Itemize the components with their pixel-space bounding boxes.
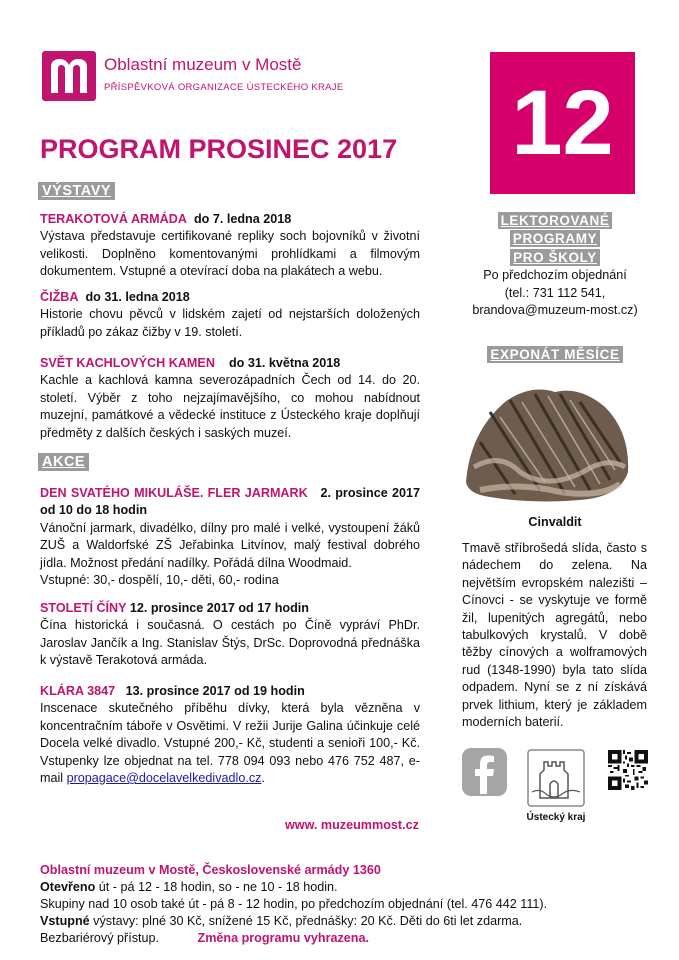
schools-text: (tel.: 731 112 541, [504, 285, 606, 300]
exhibit-heading: EXPONÁT MĚSÍCE [487, 346, 622, 363]
event-text: Inscenace skutečného příběhu dívky, která byla vězněna v koncentračním táboře v Osvětimi. V režii Jurije Galina účinkuje celé Docela velké divadlo. Vstupné 200,- Kč, studenti a senioři 100,- Kč. Vstupenky lze objednat na tel. 778 094 093 nebo 476 752 487, e-mail [40, 701, 420, 786]
exhibition-name: ČIŽBA [40, 290, 79, 304]
schools-panel [440, 212, 670, 319]
museum-logo-icon [42, 51, 96, 101]
exhibition-item [40, 211, 420, 281]
program-change-note: Změna programu vyhrazena. [197, 931, 369, 945]
exhibit-name: Cinvaldit [528, 515, 582, 529]
opening-hours-label: Otevřeno [40, 880, 96, 894]
exhibit-text: Tmavě stříbrošedá slída, často s nádechem do zelena. Na největším evropském nalezišti – Cínovci - se vyskytuje ve formě žil, lupenitých agregátů, nebo tabulkových krystalů. V době těžby cínových a wolframových rud (1348-1990) byla tato slída odpadem. Nyní se z ní získává prvek lithium, který je základem moderních baterií. [462, 541, 647, 730]
schools-heading-line: PROGRAMY [510, 230, 600, 247]
exhibition-name: SVĚT KACHLOVÝCH KAMEN [40, 356, 215, 370]
barrier-free-note: Bezbariérový přístup. [40, 931, 159, 945]
opening-hours [40, 879, 338, 896]
schools-heading-line: LEKTOROVANÉ [498, 212, 613, 229]
ustecky-kraj-logo-icon [526, 748, 586, 808]
museum-address: Oblastní muzeum v Mostě, Československé armády 1360 [40, 863, 381, 877]
event-name: KLÁRA 3847 [40, 684, 116, 698]
opening-hours-text: út - pá 12 - 18 hodin, so - ne 10 - 18 hodin. [95, 880, 338, 894]
schools-email: brandova@muzeum-most.cz) [472, 303, 638, 318]
exhibition-date: do 7. ledna 2018 [193, 212, 292, 226]
page-title: PROGRAM PROSINEC 2017 [40, 134, 398, 164]
event-date: 2. prosince 2017 od 10 do 18 hodin [40, 486, 420, 518]
event-text-suffix: . [261, 771, 265, 786]
event-text: Čína historická i současná. O cestách po Číně vypráví PhDr. Jaroslav Jančík a Ing. Stanislav Štýs, DrSc. Doprovodná přednáška k výstavě Terakotová armáda. [40, 618, 420, 668]
admission [40, 913, 522, 930]
website-link[interactable]: www. muzeummost.cz [285, 818, 419, 832]
footer-notes [40, 930, 369, 947]
event-fee: Vstupné: 30,- dospělí, 10,- děti, 60,- rodina [40, 573, 279, 588]
event-text: Vánoční jarmark, divadélko, dílny pro malé i velké, vystoupení žáků ZUŠ a Waldorfské ZŠ Jeřabinka Litvínov, malý festival dobrého jídla. Možnost předání nadílky. Pořádá dílna Woodmaid. [40, 520, 420, 570]
email-link[interactable]: propagace@docelavelkedivadlo.cz [66, 771, 262, 786]
issue-number-badge: 12 [490, 52, 635, 194]
org-subtitle: PŘÍSPĚVKOVÁ ORGANIZACE ÚSTECKÉHO KRAJE [104, 82, 344, 93]
facebook-icon[interactable] [462, 748, 507, 796]
event-date: 12. prosince 2017 od 17 hodin [129, 601, 309, 615]
admission-text: výstavy: plné 30 Kč, snížené 15 Kč, přednášky: 20 Kč. Děti do 6ti let zdarma. [89, 914, 523, 928]
event-date: 13. prosince 2017 od 19 hodin [125, 684, 305, 698]
exhibition-item [40, 289, 420, 341]
schools-heading-line: PRO ŠKOLY [510, 249, 600, 266]
qr-code-icon[interactable] [608, 750, 648, 790]
event-name: DEN SVATÉHO MIKULÁŠE. FLER JARMARK [40, 486, 308, 500]
exhibition-text: Historie chovu pěvců v lidském zajetí od nejstarších doložených příkladů po zákaz čižby v 19. století. [40, 307, 420, 339]
admission-label: Vstupné [40, 914, 90, 928]
exhibition-text: Výstava představuje certifikované repliky soch bojovníků v životní velikosti. Doplněno komentovanými prohlídkami a filmovým dokumentem. Vstupné a otevírací doba na plakátech a webu. [40, 229, 420, 279]
exhibition-date: do 31. května 2018 [228, 356, 341, 370]
group-hours: Skupiny nad 10 osob také út - pá 8 - 12 hodin, po předchozím objednání (tel. 476 442 111). [40, 897, 548, 911]
events-heading: AKCE [38, 453, 89, 471]
event-name: STOLETÍ ČÍNY [40, 601, 127, 615]
event-item [40, 600, 420, 670]
mineral-photo [460, 372, 635, 512]
exhibition-name: TERAKOTOVÁ ARMÁDA [40, 212, 187, 226]
region-logo-text: Ústecký kraj [526, 812, 586, 823]
org-name: Oblastní muzeum v Mostě [104, 55, 302, 74]
schools-text: Po předchozím objednání [483, 268, 627, 283]
exhibition-item [40, 355, 420, 442]
event-item [40, 683, 420, 787]
event-item [40, 485, 420, 589]
exhibition-date: do 31. ledna 2018 [85, 290, 190, 304]
exhibition-text: Kachle a kachlová kamna severozápadních Čech od 14. do 20. století. Výběr z toho nejzajímavějšího, co mohou nabídnout muzejní, památkové a vědecké instituce z Ústeckého kraje doplňují předměty z dalších českých i saských muzeí. [40, 373, 420, 440]
exhibitions-heading: VÝSTAVY [38, 182, 115, 200]
